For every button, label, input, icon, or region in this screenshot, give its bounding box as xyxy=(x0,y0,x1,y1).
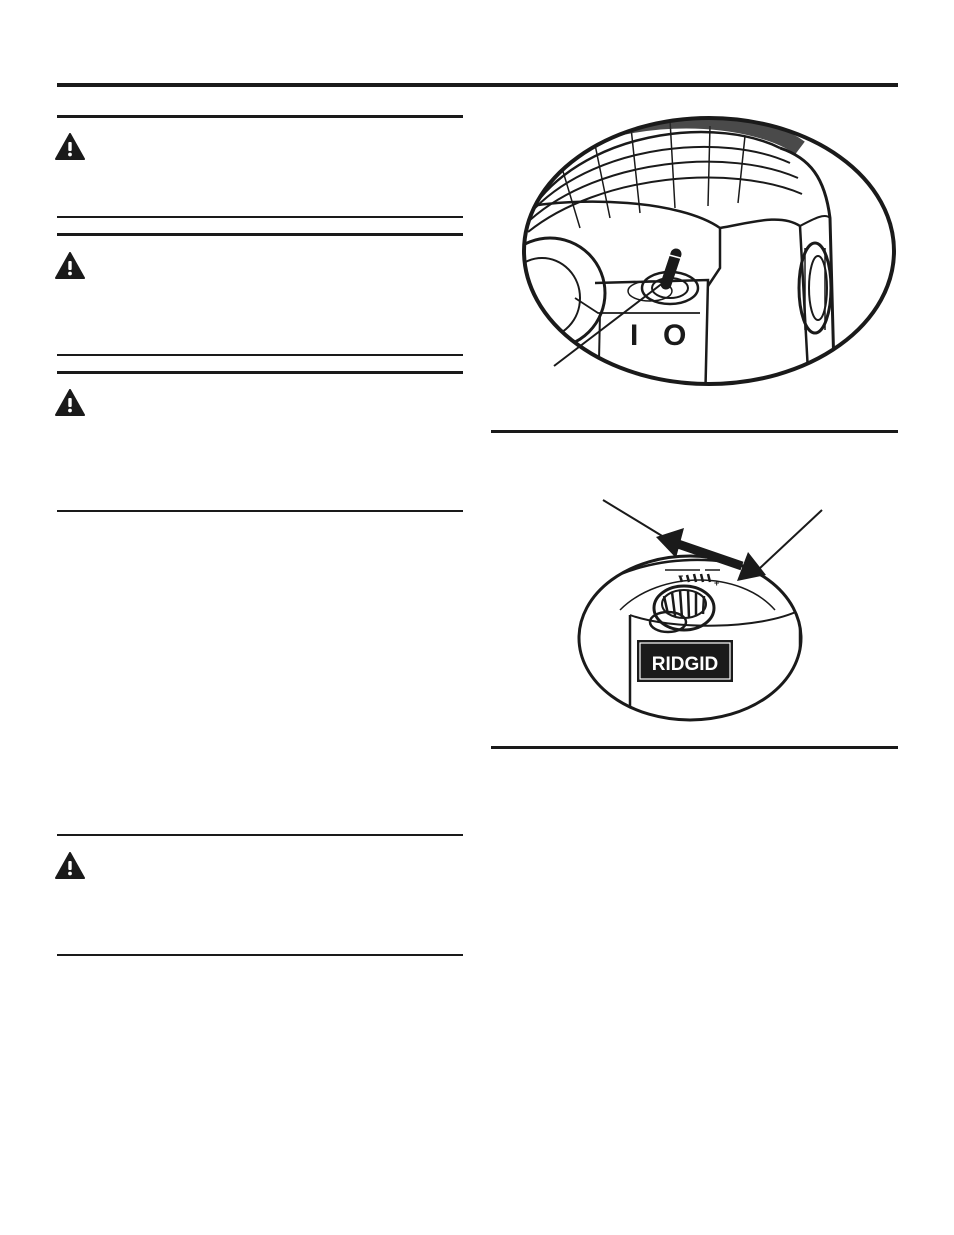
warning-triangle-icon xyxy=(55,389,85,416)
header-rule xyxy=(57,83,898,87)
warning-triangle-icon xyxy=(55,133,85,160)
brand-logo: RIDGID xyxy=(651,654,719,675)
warning-1-bottom-rule xyxy=(57,216,463,218)
figure-2-bottom-rule xyxy=(491,746,898,749)
double-arrow-icon xyxy=(656,528,766,581)
speed-dial-icon xyxy=(560,490,850,725)
switch-on-symbol: I xyxy=(630,319,639,352)
dial-plus-mark: + xyxy=(714,578,720,588)
warning-triangle-icon xyxy=(55,852,85,879)
warning-3-top-rule xyxy=(57,371,463,374)
warning-1-top-rule xyxy=(57,115,463,118)
warning-3-bottom-rule xyxy=(57,510,463,512)
dial-minus-mark: − xyxy=(678,571,684,581)
toggle-switch-icon xyxy=(480,108,920,398)
warning-triangle-icon xyxy=(55,252,85,279)
warning-2-bottom-rule xyxy=(57,354,463,356)
warning-4-bottom-rule xyxy=(57,954,463,956)
figure-1-bottom-rule xyxy=(491,430,898,433)
warning-2-top-rule xyxy=(57,233,463,236)
figure-switch xyxy=(480,108,920,398)
warning-4-top-rule xyxy=(57,834,463,836)
switch-off-symbol: O xyxy=(663,319,687,352)
figure-speed-dial xyxy=(560,490,850,725)
